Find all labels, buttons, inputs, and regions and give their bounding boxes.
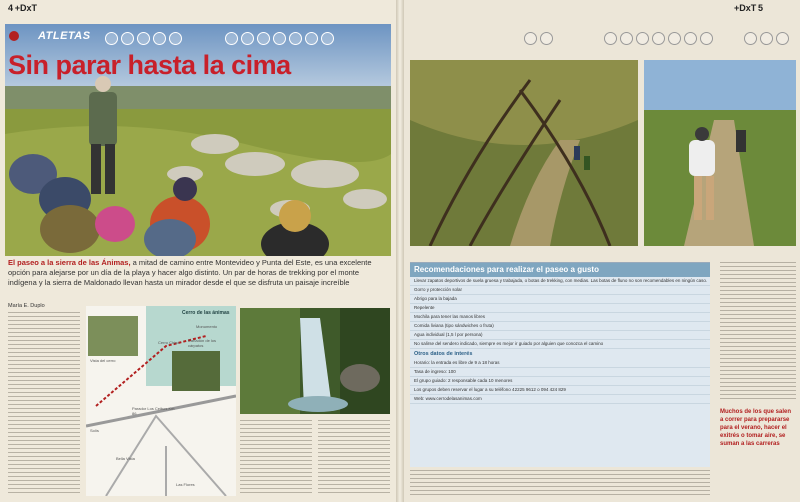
decorative-dots-right (524, 32, 553, 45)
body-text-column-3 (318, 420, 390, 496)
rec-item: Agua individual (1,5 l por persona) (410, 331, 710, 340)
rec-item: Abrigo para la bajada (410, 295, 710, 304)
byline: María E. Duplo (8, 303, 45, 309)
datos-item: Tasa de ingreso: 100 (410, 368, 710, 377)
datos-item: Los grupos deben reservar el lugar a su teléfono 42225 9612 o 094 424 829 (410, 386, 710, 395)
body-text-bottom (410, 470, 710, 498)
waterfall-photo (240, 308, 390, 414)
left-page (0, 0, 396, 502)
lead-text: a mitad de camino entre Montevideo y Punta del Este, es una excelente opción para alejarse por un día de la playa y hacer algo distinto. Un par de horas de trekking por el monte indígena y la sierra de Maldonado llevan hasta un mirador desde el que se disfruta un paisaje increíble (8, 258, 372, 287)
route-map-art (86, 306, 236, 496)
left-running-head (8, 3, 37, 13)
right-running-head (734, 3, 763, 13)
decorative-dots-right-3 (744, 32, 789, 45)
map-heading: Cerro de las ánimas (182, 310, 230, 316)
rec-item: Comida liviana (tipo sándwiches o fruta) (410, 322, 710, 331)
brand-name-right: +DxT (734, 3, 757, 13)
map-label-vista: Vista del cerro (90, 358, 116, 363)
map-label-cerro-chico: Cerro Chico (158, 340, 180, 345)
datos-item: Horario: la entrada es libre de 9 a 18 horas (410, 359, 710, 368)
datos-title: Otros datos de interés (414, 351, 473, 357)
body-text-column-1 (8, 312, 80, 496)
decorative-dots-left-2 (225, 32, 334, 45)
body-text-column-2 (240, 420, 312, 496)
article-title: Sin parar hasta la cima (8, 50, 291, 80)
rec-item: Mochila para tener las manos libres (410, 313, 710, 322)
recommendations-box (410, 262, 710, 467)
datos-item: El grupo guiado: 2 responsable cada 10 menores (410, 377, 710, 386)
map-label-bella-vista: Bella Vista (116, 456, 135, 461)
map-label-parador: Parador Los Ceibos Km 86 (132, 406, 175, 416)
map-label-monumento: Monumento (196, 324, 218, 329)
brand-logo: 4 (8, 3, 14, 13)
map-label-solis: Solís (90, 428, 99, 433)
page-number-right: 5 (757, 3, 763, 13)
runner-photo (644, 60, 796, 246)
runner-photo-art (644, 60, 796, 246)
forest-path-photo (410, 60, 638, 246)
pull-quote: Muchos de los que salen a correr para prepararse para el verano, hacer el exitrés o tomar aire, se suman a las carreras (720, 409, 792, 447)
map-label-las-flores: Las Flores (176, 482, 195, 487)
decorative-dots-left (105, 32, 182, 45)
forest-photo-art (410, 60, 638, 246)
section-marker (9, 31, 19, 41)
route-map (86, 306, 236, 496)
rec-item: Gorro y protección solar (410, 286, 710, 295)
waterfall-photo-art (240, 308, 390, 414)
datos-item: Web: www.cerrodelasanimas.com (410, 395, 710, 404)
article-lead (8, 258, 388, 288)
rec-item: Llevar zapatos deportivos de suela gruesa y trabajada, o botas de trekking, con medias. Las botas de fluno no son recomendables en ningún caso. (410, 277, 710, 286)
brand-name: +DxT (14, 3, 37, 13)
lead-bold: El paseo a la sierra de las Ánimas, (8, 258, 131, 267)
rec-item: Repelente (410, 304, 710, 313)
section-label: ATLETAS (38, 30, 91, 42)
decorative-dots-right-2 (604, 32, 713, 45)
rec-item: No salirse del sendero indicado, siempre es mejor ir guiado por alguien que conozca el camino (410, 340, 710, 349)
recommendations-title: Recomendaciones para realizar el paseo a gusto (410, 263, 710, 277)
body-text-column-right (720, 262, 796, 402)
page-gutter (396, 0, 404, 502)
map-label-canadon: Cañadón de los cárpatos (188, 338, 217, 348)
